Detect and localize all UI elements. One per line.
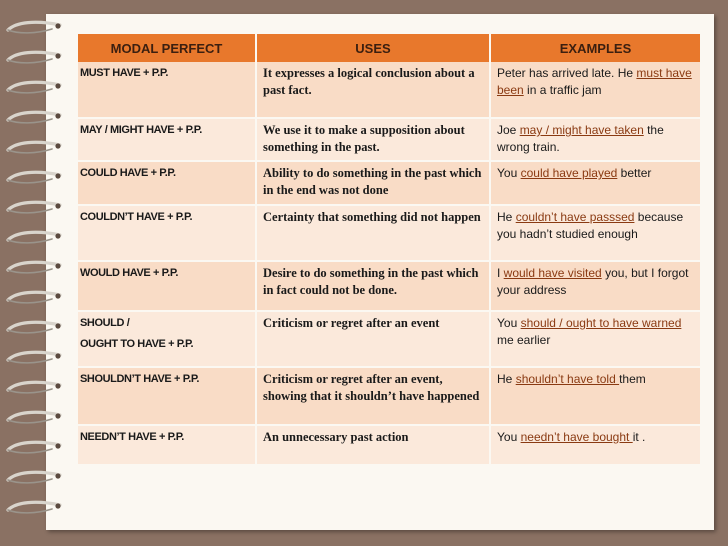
- highlighted-modal-phrase: needn’t have bought: [520, 430, 633, 444]
- spiral-ring: [6, 80, 62, 96]
- table-row: [78, 118, 700, 161]
- use-description: Criticism or regret after an event: [256, 311, 490, 367]
- modal-perfect-cell: [78, 311, 256, 367]
- highlighted-modal-phrase: could have played: [520, 166, 618, 180]
- table-row: [78, 62, 700, 118]
- table-row: [78, 425, 700, 465]
- use-description: Ability to do something in the past which in the end was not done: [256, 161, 490, 205]
- header-examples: EXAMPLES: [490, 34, 700, 62]
- example-text: He: [497, 372, 516, 386]
- highlighted-modal-phrase: may / might have taken: [519, 123, 644, 137]
- spiral-ring: [6, 380, 62, 396]
- example-text: better: [617, 166, 652, 180]
- spiral-ring: [6, 500, 62, 516]
- spiral-binding: [0, 20, 70, 530]
- modal-perfect-cell: [78, 205, 256, 261]
- example-text: You: [497, 430, 521, 444]
- header-uses: USES: [256, 34, 490, 62]
- highlighted-modal-phrase: must have been: [497, 66, 692, 97]
- spiral-ring: [6, 230, 62, 246]
- modal-perfect-cell: [78, 118, 256, 161]
- example-sentence: [490, 261, 700, 311]
- modal-form: COULD HAVE + P.P.: [80, 167, 176, 179]
- example-text: in a traffic jam: [523, 83, 602, 97]
- spiral-ring: [6, 440, 62, 456]
- spiral-ring: [6, 140, 62, 156]
- use-description: Certainty that something did not happen: [256, 205, 490, 261]
- example-sentence: [490, 311, 700, 367]
- example-sentence: [490, 62, 700, 118]
- modal-perfect-cell: [78, 261, 256, 311]
- highlighted-modal-phrase: should / ought to have warned: [520, 316, 682, 330]
- spiral-ring: [6, 260, 62, 276]
- modal-perfect-cell: [78, 367, 256, 425]
- example-text: He: [497, 210, 516, 224]
- table-row: [78, 161, 700, 205]
- use-description: An unnecessary past action: [256, 425, 490, 465]
- example-text: Joe: [497, 123, 520, 137]
- spiral-ring: [6, 290, 62, 306]
- modal-form-line2: OUGHT TO HAVE + P.P.: [80, 338, 194, 350]
- highlighted-modal-phrase: couldn’t have passsed: [515, 210, 635, 224]
- example-text: me earlier: [497, 333, 551, 347]
- header-modal-perfect: MODAL PERFECT: [78, 34, 256, 62]
- example-text: I: [497, 266, 504, 280]
- example-text: you, but I forgot your address: [497, 266, 689, 297]
- spiral-ring: [6, 50, 62, 66]
- example-text: because you hadn’t studied enough: [497, 210, 684, 241]
- use-description: Criticism or regret after an event, showing that it shouldn’t have happened: [256, 367, 490, 425]
- example-text: Peter has arrived late. He: [497, 66, 637, 80]
- modal-form: MUST HAVE + P.P.: [80, 67, 169, 79]
- highlighted-modal-phrase: would have visited: [503, 266, 602, 280]
- spiral-ring: [6, 170, 62, 186]
- modal-form: NEEDN’T HAVE + P.P.: [80, 431, 184, 443]
- modal-form: SHOULD /: [80, 317, 130, 329]
- modal-perfect-table: [78, 34, 700, 466]
- example-text: them: [619, 372, 646, 386]
- modal-perfect-cell: [78, 425, 256, 465]
- modal-perfect-cell: [78, 161, 256, 205]
- use-description: Desire to do something in the past which in fact could not be done.: [256, 261, 490, 311]
- table-row: [78, 205, 700, 261]
- example-sentence: [490, 205, 700, 261]
- example-sentence: [490, 161, 700, 205]
- modal-perfect-cell: [78, 62, 256, 118]
- highlighted-modal-phrase: shouldn’t have told: [515, 372, 620, 386]
- table-header-row: [78, 34, 700, 62]
- spiral-ring: [6, 20, 62, 36]
- modal-form: SHOULDN’T HAVE + P.P.: [80, 373, 200, 385]
- modal-form: COULDN’T HAVE + P.P.: [80, 211, 193, 223]
- example-text: it .: [632, 430, 646, 444]
- use-description: We use it to make a supposition about something in the past.: [256, 118, 490, 161]
- spiral-ring: [6, 110, 62, 126]
- modal-form: WOULD HAVE + P.P.: [80, 267, 179, 279]
- spiral-ring: [6, 350, 62, 366]
- example-sentence: [490, 367, 700, 425]
- example-sentence: [490, 118, 700, 161]
- table-row: [78, 311, 700, 367]
- modal-form: MAY / MIGHT HAVE + P.P.: [80, 124, 202, 136]
- example-text: You: [497, 316, 521, 330]
- spiral-ring: [6, 320, 62, 336]
- table-row: [78, 261, 700, 311]
- example-text: the wrong train.: [497, 123, 664, 154]
- spiral-ring: [6, 470, 62, 486]
- table-row: [78, 367, 700, 425]
- use-description: It expresses a logical conclusion about a past fact.: [256, 62, 490, 118]
- example-sentence: [490, 425, 700, 465]
- spiral-ring: [6, 200, 62, 216]
- spiral-ring: [6, 410, 62, 426]
- example-text: You: [497, 166, 521, 180]
